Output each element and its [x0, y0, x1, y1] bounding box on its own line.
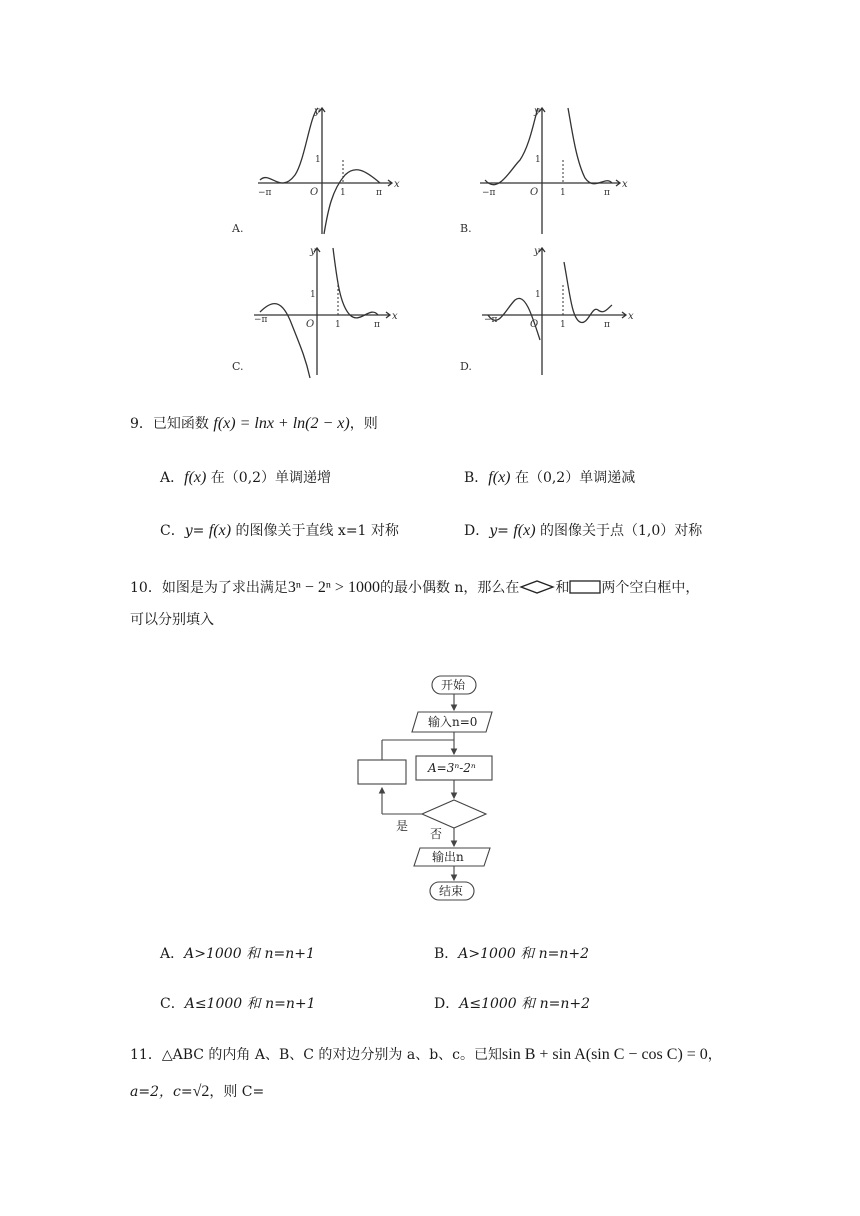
graph-d-one-y: 1: [535, 290, 541, 300]
graph-c-neg-pi: −π: [254, 315, 268, 325]
q10-option-a[interactable]: [160, 944, 315, 964]
q11-number: 11．: [130, 1047, 162, 1063]
graph-b-letter: B.: [460, 222, 472, 235]
graph-d-neg-pi: −π: [484, 315, 498, 325]
q11-line2-pre: a=2，c=: [130, 1084, 193, 1100]
input-label: 输入n=0: [428, 715, 478, 729]
blank-update-box: [358, 760, 406, 784]
graph-c-pi: π: [374, 320, 380, 330]
option-text: A≤1000 和 n=n+2: [459, 996, 591, 1012]
option-text: A>1000 和 n=n+2: [458, 946, 590, 962]
assign-label: A=3ⁿ-2ⁿ: [428, 761, 476, 775]
option-label: A．: [160, 946, 185, 962]
option-label: C．: [160, 996, 185, 1012]
rectangle-box-icon: [569, 580, 601, 594]
q9-option-d[interactable]: [464, 521, 702, 541]
graph-a-letter: A.: [232, 222, 244, 235]
q11-sqrt: √2: [192, 1083, 210, 1100]
q11-line2-post: ，则 C=: [209, 1084, 265, 1100]
start-label: 开始: [441, 678, 466, 692]
q9-number: 9．: [130, 416, 153, 432]
option-fx: f(x): [488, 469, 511, 486]
yes-label: 是: [396, 819, 409, 833]
q11-stem: [130, 1045, 722, 1065]
graph-d-x-label: x: [628, 311, 634, 322]
graph-b-neg-pi: −π: [482, 188, 496, 198]
function-graphs: [220, 100, 640, 385]
graph-d-origin: O: [530, 319, 539, 330]
option-pre: y=: [184, 523, 209, 539]
q10-and: 和: [555, 580, 570, 596]
graph-b-one-y: 1: [535, 155, 541, 165]
graph-b-y-label: y: [534, 106, 540, 117]
option-fx: f(x): [513, 522, 536, 539]
option-fx: f(x): [184, 469, 207, 486]
q11-stem-pre: △ABC 的内角 A、B、C 的对边分别为 a、b、c。已知: [161, 1047, 503, 1063]
graph-a-curve: [258, 108, 392, 234]
graph-a-x-label: x: [394, 179, 400, 190]
option-text: 在（0,2）单调递减: [514, 470, 636, 486]
graph-a-one-y: 1: [315, 155, 321, 165]
option-label: B．: [464, 470, 489, 486]
graph-d-curve: [482, 248, 626, 375]
option-label: A．: [160, 470, 185, 486]
graph-c-letter: C.: [232, 360, 244, 373]
q10-stem-post: 两个空白框中，: [601, 580, 700, 596]
graph-b-origin: O: [530, 187, 539, 198]
graph-c-y-label: y: [310, 246, 316, 257]
option-label: B．: [434, 946, 459, 962]
output-label: 输出n: [432, 850, 464, 864]
graph-a-pi: π: [376, 188, 382, 198]
graph-c-origin: O: [306, 319, 315, 330]
q9-option-b[interactable]: [464, 468, 635, 488]
q10-number: 10．: [130, 580, 162, 596]
graph-a-y-label: y: [314, 106, 320, 117]
graph-a-neg-pi: −π: [258, 188, 272, 198]
option-text: 的图像关于直线 x=1 对称: [235, 523, 399, 539]
option-text: 的图像关于点（1,0）对称: [539, 523, 703, 539]
graph-c-curve: [254, 248, 390, 378]
q9-option-c[interactable]: [160, 521, 399, 541]
option-text: A≤1000 和 n=n+1: [184, 996, 316, 1012]
graph-b-x-label: x: [622, 179, 628, 190]
graph-c-one-x: 1: [335, 320, 341, 330]
condition-diamond: [422, 800, 486, 828]
option-label: D．: [434, 996, 460, 1012]
q9-formula: f(x) = lnx + ln(2 − x): [213, 415, 350, 432]
q11-formula: sin B + sin A(sin C − cos C) = 0: [502, 1046, 708, 1063]
graph-c-x-label: x: [392, 311, 398, 322]
q10-formula: 3ⁿ − 2ⁿ > 1000: [287, 579, 380, 596]
graph-b-curve: [480, 108, 620, 234]
graph-d-pi: π: [604, 320, 610, 330]
graph-d-one-x: 1: [560, 320, 566, 330]
q9-stem-pre: 已知函数: [152, 416, 214, 432]
q9-stem: [130, 414, 378, 434]
q10-stem-pre: 如图是为了求出满足: [161, 580, 288, 596]
q10-option-d[interactable]: [434, 994, 590, 1014]
graph-b-one-x: 1: [560, 188, 566, 198]
graph-a-one-x: 1: [340, 188, 346, 198]
q10-stem: [130, 578, 699, 598]
q11-stem-line2: [130, 1082, 264, 1102]
graph-d-y-label: y: [534, 246, 540, 257]
end-label: 结束: [439, 884, 464, 898]
graph-a-origin: O: [310, 187, 319, 198]
q10-stem-mid: 的最小偶数 n，那么在: [379, 580, 520, 596]
option-pre: y=: [489, 523, 514, 539]
no-label: 否: [430, 827, 443, 841]
graph-d-letter: D.: [460, 360, 472, 373]
option-label: D．: [464, 523, 490, 539]
diamond-box-icon: [519, 580, 555, 594]
option-text: 在（0,2）单调递增: [210, 470, 332, 486]
q10-stem-line2: 可以分别填入: [130, 612, 214, 628]
flowchart: [350, 670, 520, 910]
graph-c-one-y: 1: [310, 290, 316, 300]
option-fx: f(x): [208, 522, 232, 539]
graph-b-pi: π: [604, 188, 610, 198]
q11-stem-post: ，: [707, 1047, 722, 1063]
q10-option-c[interactable]: [160, 994, 316, 1014]
option-text: A>1000 和 n=n+1: [184, 946, 315, 962]
option-label: C．: [160, 523, 185, 539]
q10-option-b[interactable]: [434, 944, 589, 964]
q9-stem-post: ，则: [349, 416, 378, 432]
q9-option-a[interactable]: [160, 468, 331, 488]
